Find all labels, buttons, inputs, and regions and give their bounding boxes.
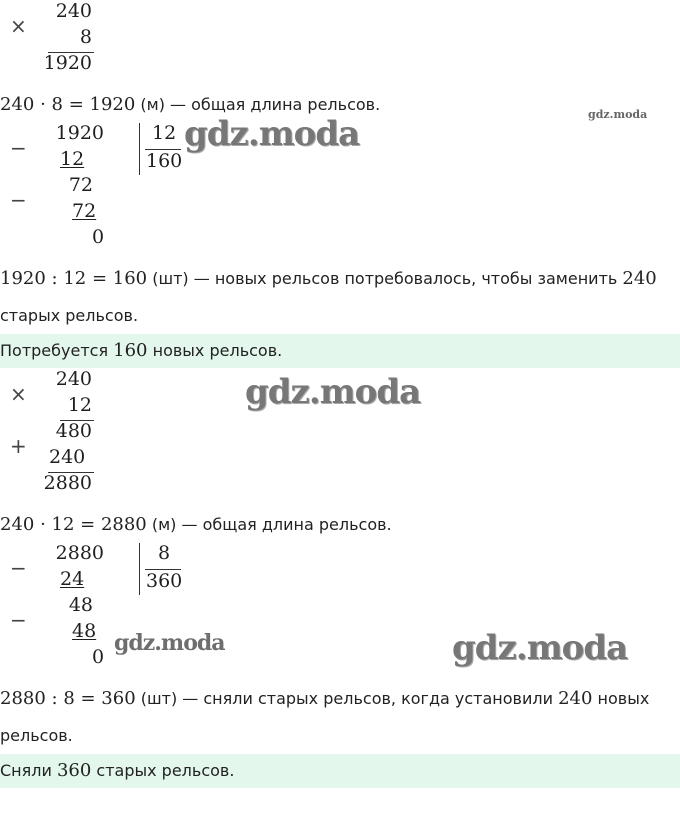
statement-text: — сняли старых рельсов, когда установили: [177, 689, 559, 708]
minus-sign-1: −: [10, 136, 27, 160]
dividend: 2880: [55, 542, 104, 564]
statement-1: [0, 94, 380, 115]
factor-a: 240: [55, 368, 92, 390]
subtrahend-2: 48: [72, 620, 97, 642]
multiply-sign: ×: [10, 14, 27, 38]
unit: (шт): [140, 689, 178, 708]
answer-number: 160: [113, 340, 148, 361]
watermark-2: gdz.moda: [245, 372, 421, 412]
watermark-1: gdz.moda: [184, 114, 360, 154]
minus-sign-2: −: [10, 188, 27, 212]
expression: 240 · 8 = 1920: [0, 94, 136, 115]
number: 240: [622, 268, 657, 289]
plus-sign: +: [10, 434, 27, 458]
factor-b: 8: [79, 26, 92, 48]
expression: 1920 : 12 = 160: [0, 268, 148, 289]
remainder-1: 48: [68, 594, 93, 616]
answer-pre: Потребуется: [0, 341, 114, 360]
statement-text-end: новых: [592, 689, 650, 708]
dividend: 1920: [55, 122, 104, 144]
answer-text: [0, 340, 282, 361]
statement-text: — общая длина рельсов.: [164, 95, 381, 114]
remainder-final: 0: [92, 226, 105, 248]
watermark-4: gdz.moda: [452, 628, 628, 668]
answer-box-1: [0, 334, 680, 368]
factor-b: 12: [67, 394, 92, 416]
statement-2: [0, 268, 657, 289]
subtrahend-1: 12: [60, 148, 85, 170]
division-bar: [139, 123, 140, 175]
statement-4-cont: рельсов.: [0, 726, 73, 745]
unit: (м): [140, 95, 165, 114]
number: 240: [558, 688, 593, 709]
statement-text: — новых рельсов потребовалось, чтобы заменить: [188, 269, 623, 288]
watermark-small: gdz.moda: [588, 108, 648, 121]
division-bar: [139, 543, 140, 595]
quotient: 160: [146, 150, 183, 172]
divisor: 12: [152, 122, 177, 144]
product: 2880: [43, 472, 92, 494]
answer-number: 360: [56, 760, 92, 781]
answer-text: [0, 760, 234, 781]
answer-post: новых рельсов.: [147, 341, 283, 360]
statement-2-cont: старых рельсов.: [0, 306, 139, 325]
partial-product-2: 240: [49, 446, 86, 468]
expression: 2880 : 8 = 360: [0, 688, 136, 709]
divisor: 8: [158, 542, 171, 564]
expression: 240 · 12 = 2880: [0, 514, 147, 535]
subtrahend-1: 24: [60, 568, 85, 590]
unit: (шт): [152, 269, 189, 288]
answer-pre: Сняли: [0, 761, 57, 780]
partial-product-1: 480: [55, 420, 92, 442]
minus-sign-2: −: [10, 608, 27, 632]
answer-box-2: [0, 754, 680, 788]
remainder-final: 0: [92, 646, 105, 668]
statement-4: [0, 688, 649, 709]
minus-sign-1: −: [10, 556, 27, 580]
remainder-1: 72: [68, 174, 93, 196]
watermark-3: gdz.moda: [114, 630, 225, 656]
unit: (м): [151, 515, 177, 534]
multiply-sign: ×: [10, 382, 27, 406]
quotient: 360: [146, 570, 183, 592]
statement-3: [0, 514, 392, 535]
product: 1920: [43, 52, 92, 74]
statement-text: — общая длина рельсов.: [176, 515, 392, 534]
factor-a: 240: [55, 0, 92, 22]
answer-post: старых рельсов.: [91, 761, 235, 780]
subtrahend-2: 72: [72, 200, 97, 222]
